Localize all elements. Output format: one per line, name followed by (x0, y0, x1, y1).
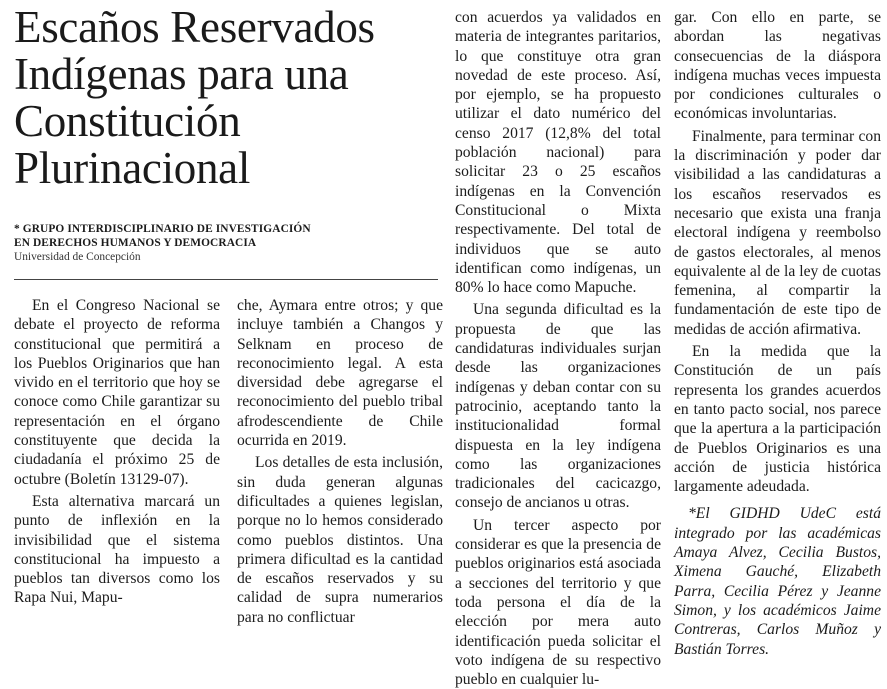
title-line: Plurinacional (14, 143, 251, 193)
title-line: Escaños Reservados (14, 2, 375, 52)
paragraph: Un tercer aspecto por considerar es que la presencia de pueblos originarios está asociada a secciones del territorio y que toda persona el día de la elección por mera auto identificación pueda solicitar el voto indígena de su respectivo pueblo en cualquier lu- (455, 516, 661, 689)
byline-divider (14, 279, 438, 280)
paragraph: con acuerdos ya validados en materia de integrantes paritarios, lo que constituye otra gran novedad de este proceso. Así, por ejemplo, se ha propuesto utilizar el dato numérico del censo 2017 (12,8% del total población nacional) para solicitar 23 o 25 escaños indígenas en la Convención Constitucional o Mixta respectivamente. Del total de individuos que se auto identifican como indígenas, un 80% lo hace como Mapuche. (455, 9, 661, 297)
byline (14, 222, 434, 264)
text-column-1 (14, 296, 220, 607)
byline-group-cont: EN DERECHOS HUMANOS Y DEMOCRACIA (14, 237, 257, 249)
text-column-2 (237, 296, 443, 626)
paragraph: Finalmente, para terminar con la discriminación y poder dar visibilidad a las candidaturas a los escaños reservados es necesario que exista una franja electoral indígena y reembolso de gastos electorales, al menos equivalente al de la ley de cuotas femenina, al compartir la fundamentación de este tipo de medidas de acción afirmativa. (674, 127, 881, 338)
paragraph: gar. Con ello en parte, se abordan las negativas consecuencias de la diáspora indígena muchas veces impuesta por condiciones culturales o económicas involuntarias. (674, 9, 881, 123)
text-column-3 (455, 8, 661, 689)
text-column-4 (674, 8, 881, 658)
byline-affiliation: Universidad de Concepción (14, 251, 141, 263)
paragraph: Una segunda dificultad es la propuesta de que las candidaturas individuales surjan desde las organizaciones indígenas y deban contar con su patrocinio, aceptando tanto la institucionalidad formal dispuesta en la ley indígena como las organizaciones tradicionales del cacicazgo, consejo de ancianos u otras. (455, 301, 661, 512)
paragraph: che, Aymara entre otros; y que incluye también a Changos y Selknam en proceso de reconocimiento legal. A esta diversidad debe agregarse el reconocimiento del pueblo tribal afrodescendiente de Chile ocurrida en 2019. (237, 297, 443, 450)
paragraph: En la medida que la Constitución de un país representa los grandes acuerdos en tanto pacto social, nos parece que la apertura a la participación de Pueblos Originarios es una acción de justicia histórica largamente adeudada. (674, 343, 881, 496)
paragraph: En el Congreso Nacional se debate el proyecto de reforma constitucional que permitirá a los Pueblos Originarios que han vivido en el territorio que hoy se conoce como Chile garantizar su representación en el órgano constituyente que decida la ciudadanía el próximo 25 de octubre (Boletín 13129-07). (14, 297, 220, 488)
paragraph: Esta alternativa marcará un punto de inflexión en la invisibilidad que el sistema constitucional ha impuesto a pueblos tan diversos como los Rapa Nui, Mapu- (14, 492, 220, 607)
paragraph: Los detalles de esta inclusión, sin duda generan algunas dificultades a quienes legislan, porque no lo hemos considerado como pueblos distintos. Una primera dificultad es la cantidad de escaños reservados y su calidad de supra numerarios para no conflictuar (237, 454, 443, 626)
author-note: *El GIDHD UdeC está integrado por las académicas Amaya Alvez, Cecilia Bustos, Ximena Gauché, Elizabeth Parra, Cecilia Pérez y Jeanne Simon, y los académicos Jaime Contreras, Carlos Muñoz y Bastián Torres. (674, 505, 881, 658)
title-line: Constitución (14, 96, 241, 146)
article-title (14, 4, 434, 192)
title-line: Indígenas para una (14, 49, 349, 99)
byline-group: * GRUPO INTERDISCIPLINARIO DE INVESTIGACIÓN (14, 223, 311, 235)
